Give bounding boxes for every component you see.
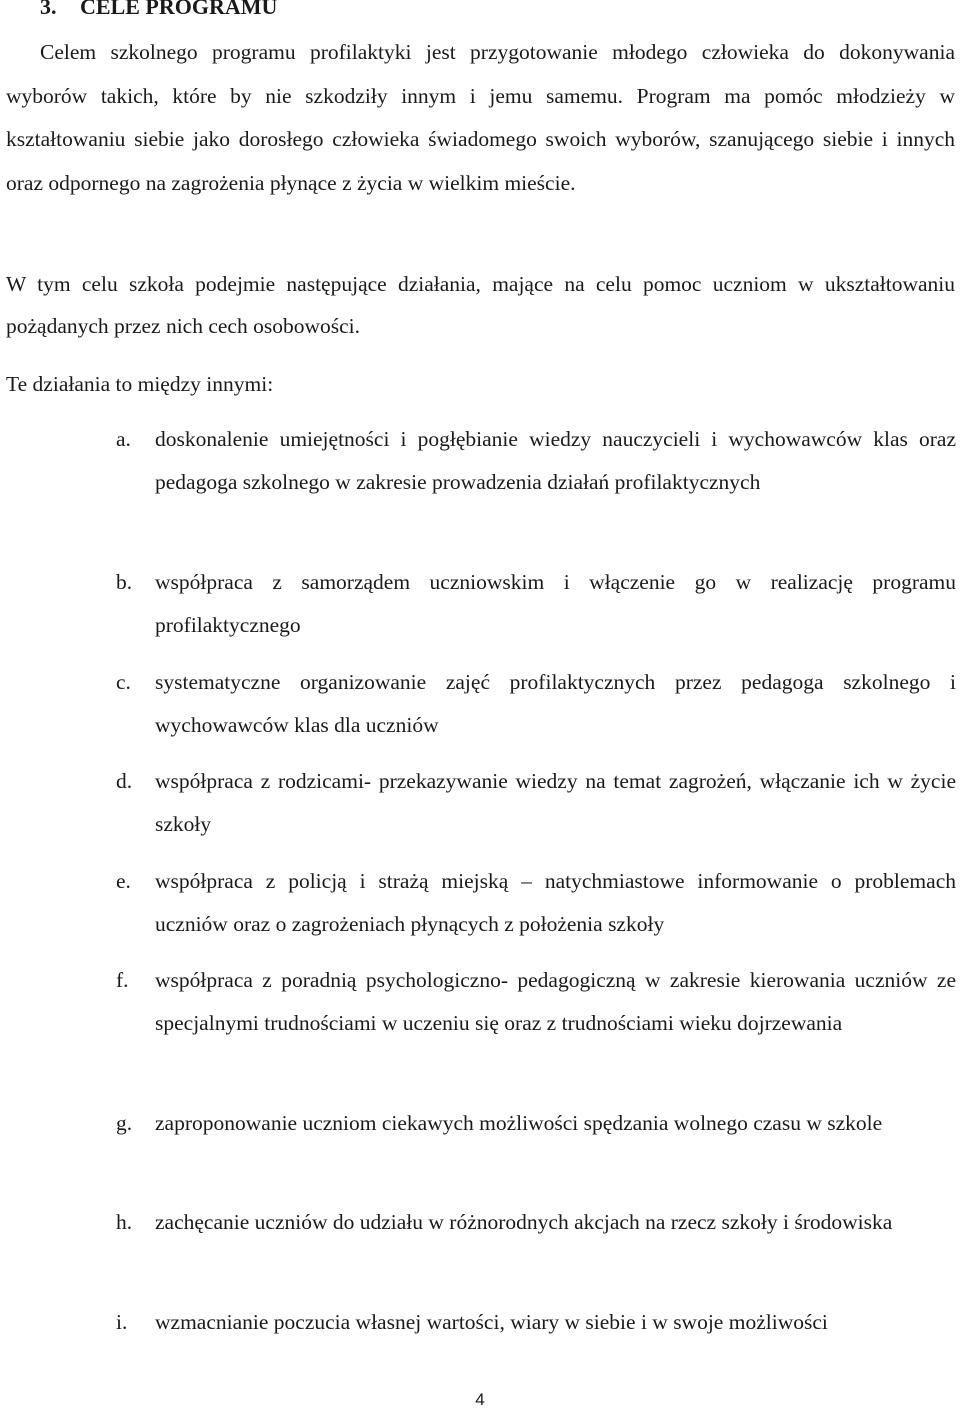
section-heading (40, 0, 277, 22)
list-item-text: współpraca z rodzicami- przekazywanie wiedzy na temat zagrożeń, włączanie ich w życie szkoły (155, 769, 956, 837)
list-marker: f. (116, 968, 129, 992)
list-marker: d. (116, 769, 133, 793)
list-marker: i. (116, 1310, 128, 1334)
list-item-text: współpraca z policją i strażą miejską – natychmiastowe informowanie o problemach uczniów oraz o zagrożeniach płynących z położenia szkoły (155, 869, 956, 937)
list-item-text: współpraca z samorządem uczniowskim i włączenie go w realizację programu profilaktycznego (155, 570, 956, 638)
section-title: CELE PROGRAMU (80, 0, 278, 19)
list-item-text: współpraca z poradnią psychologiczno- pedagogiczną w zakresie kierowania uczniów ze specjalnymi trudnościami w uczeniu się oraz z trudnościami wieku dojrzewania (155, 968, 956, 1036)
list-marker: b. (116, 570, 133, 594)
list-marker: c. (116, 670, 131, 694)
intro-paragraph: Celem szkolnego programu profilaktyki jest przygotowanie młodego człowieka do dokonywania wyborów takich, które by nie szkodziły innym i jemu samemu. Program ma pomóc młodzieży w kształtowaniu siebie jako dorosłego człowieka świadomego swoich wyborów, szanującego siebie i innych oraz odpornego na zagrożenia płynące z życia w wielkim mieście. (6, 40, 955, 196)
list-item-text: wzmacnianie poczucia własnej wartości, wiary w siebie i w swoje możliwości (155, 1310, 828, 1334)
list-item-text: zaproponowanie uczniom ciekawych możliwości spędzania wolnego czasu w szkole (155, 1111, 883, 1135)
section-number: 3. (40, 0, 57, 19)
list-item-text: doskonalenie umiejętności i pogłębianie wiedzy nauczycieli i wychowawców klas oraz pedagoga szkolnego w zakresie prowadzenia działań profilaktycznych (155, 427, 956, 495)
list-marker: a. (116, 427, 131, 451)
page-number: 4 (475, 1390, 485, 1409)
list-lead-in: Te działania to między innymi: (6, 372, 274, 396)
list-marker: h. (116, 1210, 133, 1234)
list-marker: e. (116, 869, 131, 893)
list-marker: g. (116, 1111, 133, 1135)
actions-paragraph: W tym celu szkoła podejmie następujące działania, mające na celu pomoc uczniom w ukształtowaniu pożądanych przez nich cech osobowości. (6, 272, 955, 338)
list-item-text: systematyczne organizowanie zajęć profilaktycznych przez pedagoga szkolnego i wychowawców klas dla uczniów (155, 670, 956, 738)
list-item-text: zachęcanie uczniów do udziału w różnorodnych akcjach na rzecz szkoły i środowiska (155, 1210, 893, 1234)
